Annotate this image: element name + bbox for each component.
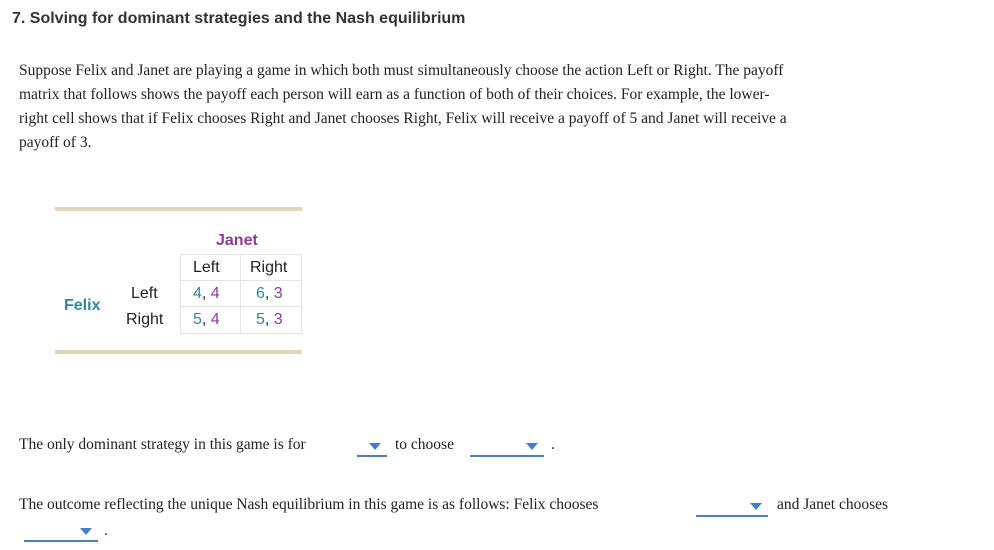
page-title: 7. Solving for dominant strategies and the Nash equilibrium xyxy=(12,10,466,27)
intro-line-3: right cell shows that if Felix chooses Right and Janet chooses Right, Felix will receive a payoff of 5 and Janet will receive a xyxy=(19,110,787,127)
question-2-text-2: and Janet chooses xyxy=(777,496,889,513)
payoff-cell: 4, 4 xyxy=(193,285,220,302)
felix-payoff: 4 xyxy=(193,285,202,302)
felix-choice-dropdown[interactable] xyxy=(696,501,768,517)
question-2-period: . xyxy=(104,522,108,539)
janet-payoff: 3 xyxy=(273,285,283,302)
row-player-label: Felix xyxy=(64,297,101,314)
janet-payoff: 3 xyxy=(273,311,283,328)
intro-line-2: matrix that follows shows the payoff each person will earn as a function of both of their choices. For example, the lower- xyxy=(19,86,770,103)
intro-line-1: Suppose Felix and Janet are playing a game in which both must simultaneously choose the action Left or Right. The payoff xyxy=(19,62,784,79)
felix-payoff: 5 xyxy=(193,311,202,328)
janet-choice-dropdown[interactable] xyxy=(24,526,98,542)
intro-line-4: payoff of 3. xyxy=(19,134,92,151)
grid-divider xyxy=(240,254,241,333)
payoff-cell: 6, 3 xyxy=(256,285,283,302)
question-2-text: The outcome reflecting the unique Nash equilibrium in this game is as follows: Felix chooses xyxy=(19,496,599,513)
matrix-bottom-bar xyxy=(55,350,302,354)
question-1-text: The only dominant strategy in this game is for xyxy=(19,436,306,453)
column-player-label: Janet xyxy=(216,232,258,249)
question-1-text-2: to choose xyxy=(395,436,454,453)
chevron-down-icon xyxy=(369,443,381,450)
janet-payoff: 4 xyxy=(210,285,220,302)
payoff-cell: 5, 3 xyxy=(256,311,283,328)
row-header-right: Right xyxy=(126,311,164,328)
question-1-period: . xyxy=(551,436,555,453)
dominant-strategy-dropdown[interactable] xyxy=(470,441,544,457)
chevron-down-icon xyxy=(80,528,92,535)
intro-paragraph xyxy=(19,59,919,155)
felix-payoff: 5 xyxy=(256,311,265,328)
dominant-player-dropdown[interactable] xyxy=(357,441,387,457)
column-header-left: Left xyxy=(193,259,220,276)
felix-payoff: 6 xyxy=(256,285,265,302)
chevron-down-icon xyxy=(750,503,762,510)
payoff-cell: 5, 4 xyxy=(193,311,220,328)
janet-payoff: 4 xyxy=(210,311,220,328)
chevron-down-icon xyxy=(526,443,538,450)
matrix-top-bar xyxy=(55,207,302,211)
row-header-left: Left xyxy=(131,285,158,302)
column-header-right: Right xyxy=(250,259,288,276)
